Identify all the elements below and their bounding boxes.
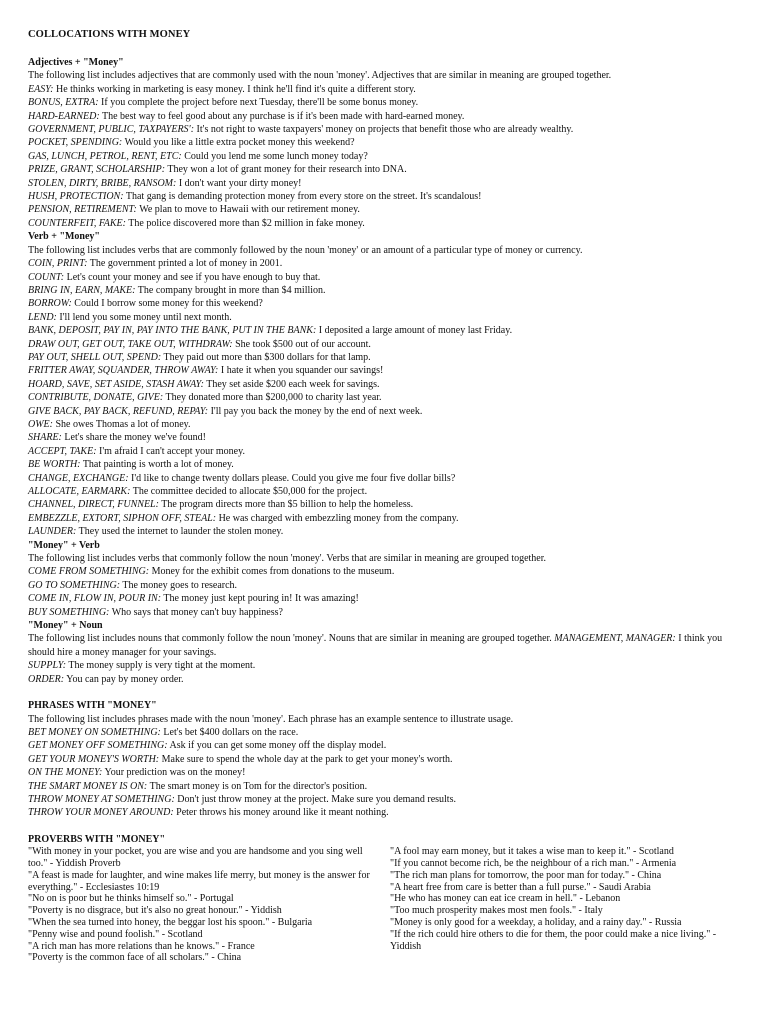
section-intro: The following list includes verbs that commonly follow the noun 'money'. Verbs that are similar in meaning are grouped together. <box>28 553 547 565</box>
entry-term: EMBEZZLE, EXTORT, SIPHON OFF, STEAL: <box>28 512 217 524</box>
entry-line <box>28 525 742 538</box>
entry-line <box>28 123 742 136</box>
entry-line <box>28 257 742 270</box>
section-intro: The following list includes adjectives that are commonly used with the noun 'money'. Adjectives that are similar in meaning are grouped together. <box>28 70 612 82</box>
entry-text: Would you like a little extra pocket money this weekend? <box>122 137 355 149</box>
entry-line <box>28 83 742 96</box>
entry-term: BRING IN, EARN, MAKE: <box>28 284 136 296</box>
entry-term: BET MONEY ON SOMETHING: <box>28 726 161 738</box>
entry-text: Let's bet $400 dollars on the race. <box>160 726 299 738</box>
proverb: "The rich man plans for tomorrow, the poor man for today." - China <box>390 869 662 881</box>
entry-text: You can pay by money order. <box>64 673 184 685</box>
proverb: "He who has money can eat ice cream in hell." - Lebanon <box>390 893 621 905</box>
entry-text: If you complete the project before next Tuesday, there'll be some bonus money. <box>98 97 419 109</box>
entry-line <box>28 96 742 109</box>
entry-text: Don't just throw money at the project. Make sure you demand results. <box>174 793 456 805</box>
entry-term: ON THE MONEY: <box>28 767 103 779</box>
entry-term: PENSION, RETIREMENT: <box>28 204 137 216</box>
entry-text: Make sure to spend the whole day at the park to get your money's worth. <box>159 753 453 765</box>
entry-line <box>28 324 742 337</box>
entry-line <box>28 271 742 284</box>
entry-text: Let's count your money and see if you have enough to buy that. <box>64 271 321 283</box>
entry-line <box>28 405 742 418</box>
entry-term: ORDER: <box>28 673 65 685</box>
section-intro: The following list includes verbs that are commonly followed by the noun 'money' or an amount of a particular type of money or currency. <box>28 244 583 256</box>
entry-text: The program directs more than $5 billion to help the homeless. <box>158 499 414 511</box>
entry-text: Your prediction was on the money! <box>102 767 246 779</box>
section-proverbs <box>28 833 742 964</box>
entry-text: They used the internet to launder the stolen money. <box>76 526 284 538</box>
proverb: "Too much prosperity makes most men fools." - Italy <box>390 905 603 917</box>
entry-line <box>28 472 742 485</box>
entry-text: I'm afraid I can't accept your money. <box>96 445 245 457</box>
entry-text: They won a lot of grant money for their research into DNA. <box>165 164 407 176</box>
entry-term: LEND: <box>28 311 57 323</box>
proverb-column-right <box>390 846 740 964</box>
document <box>28 28 742 964</box>
entry-line <box>28 418 742 431</box>
entry-term: HARD-EARNED: <box>28 110 100 122</box>
entry-term: DRAW OUT, GET OUT, TAKE OUT, WITHDRAW: <box>28 338 233 350</box>
section-verbs <box>28 230 742 538</box>
entry-line <box>28 579 742 592</box>
entry-line <box>28 753 742 766</box>
entry-text: I hate it when you squander our savings! <box>218 365 384 377</box>
proverb: "When the sea turned into honey, the beggar lost his spoon." - Bulgaria <box>28 916 313 928</box>
entry-term: GO TO SOMETHING: <box>28 579 121 591</box>
entry-term: THROW YOUR MONEY AROUND: <box>28 807 174 819</box>
entry-term: MANAGEMENT, MANAGER: <box>554 633 676 645</box>
section-heading: PHRASES WITH "MONEY" <box>28 700 157 712</box>
entry-text: They donated more than $200,000 to charity last year. <box>163 392 382 404</box>
entry-text: I think you should hire a money manager for your savings. <box>28 633 723 658</box>
entry-term: SUPPLY: <box>28 660 67 672</box>
entry-text: I'll pay you back the money by the end of next week. <box>208 405 423 417</box>
entry-text: She took $500 out of our account. <box>232 338 371 350</box>
entry-line <box>28 364 742 377</box>
entry-line <box>28 458 742 471</box>
entry-text: They paid out more than $300 dollars for that lamp. <box>161 351 371 363</box>
entry-term: ACCEPT, TAKE: <box>28 445 97 457</box>
section-money-verb <box>28 539 742 619</box>
entry-term: HUSH, PROTECTION: <box>28 191 124 203</box>
entry-text: Ask if you can get some money off the display model. <box>167 740 387 752</box>
entry-list <box>28 726 742 820</box>
section-intro <box>28 632 742 659</box>
entry-line <box>28 110 742 123</box>
proverb: "No on is poor but he thinks himself so." - Portugal <box>28 893 234 905</box>
entry-text: The committee decided to allocate $50,000 for the project. <box>130 486 368 497</box>
entry-term: BANK, DEPOSIT, PAY IN, PAY INTO THE BANK, PUT IN THE BANK: <box>28 325 317 337</box>
proverb: "Money is only good for a weekday, a holiday, and a rainy day." - Russia <box>390 916 682 928</box>
entry-text: Peter throws his money around like it meant nothing. <box>173 807 389 819</box>
entry-line <box>28 739 742 752</box>
entry-list <box>28 257 742 539</box>
section-heading: "Money" + Verb <box>28 539 100 551</box>
proverb: "Penny wise and pound foolish." - Scotland <box>28 928 203 940</box>
entry-text: We plan to move to Hawaii with our retirement money. <box>136 204 360 216</box>
entry-line <box>28 806 742 819</box>
entry-text: Could I borrow some money for this weekend? <box>71 298 263 310</box>
entry-term: COIN, PRINT: <box>28 258 88 270</box>
entry-term: CHANGE, EXCHANGE: <box>28 472 129 484</box>
entry-term: BE WORTH: <box>28 459 81 471</box>
entry-term: GET MONEY OFF SOMETHING: <box>28 740 168 752</box>
entry-text: I don't want your dirty money! <box>176 177 302 189</box>
proverb: "If you cannot become rich, be the neighbour of a rich man." - Armenia <box>390 857 677 869</box>
entry-text: I deposited a large amount of money last Friday. <box>316 325 513 337</box>
entry-term: GAS, LUNCH, PETROL, RENT, ETC: <box>28 150 182 162</box>
entry-line <box>28 311 742 324</box>
section-intro: The following list includes phrases made with the noun 'money'. Each phrase has an example sentence to illustrate usage. <box>28 713 514 725</box>
entry-term: GOVERNMENT, PUBLIC, TAXPAYERS': <box>28 124 195 136</box>
entry-term: FRITTER AWAY, SQUANDER, THROW AWAY: <box>28 365 219 377</box>
entry-line <box>28 338 742 351</box>
entry-term: PRIZE, GRANT, SCHOLARSHIP: <box>28 164 166 176</box>
entry-text: He thinks working in marketing is easy money. I think he'll find it's quite a different story. <box>53 83 416 95</box>
entry-text: It's not right to waste taxpayers' money on projects that benefit those who are already wealthy. <box>194 124 574 136</box>
entry-term: HOARD, SAVE, SET ASIDE, STASH AWAY: <box>28 378 204 390</box>
proverb: "A fool may earn money, but it takes a wise man to keep it." - Scotland <box>390 846 674 858</box>
entry-line <box>28 136 742 149</box>
entry-text: Let's share the money we've found! <box>61 432 207 444</box>
entry-term: LAUNDER: <box>28 526 77 538</box>
entry-term: THROW MONEY AT SOMETHING: <box>28 793 175 805</box>
entry-line <box>28 297 742 310</box>
entry-line <box>28 150 742 163</box>
entry-line <box>28 203 742 216</box>
entry-term: CONTRIBUTE, DONATE, GIVE: <box>28 392 164 404</box>
entry-line <box>28 284 742 297</box>
entry-line <box>28 498 742 511</box>
entry-text: That painting is worth a lot of money. <box>80 459 234 471</box>
entry-term: GET YOUR MONEY'S WORTH: <box>28 753 160 765</box>
entry-term: EASY: <box>28 83 54 95</box>
intro-text: The following list includes nouns that commonly follow the noun 'money'. Nouns that are similar in meaning are grouped together. <box>28 633 555 645</box>
entry-line <box>28 512 742 525</box>
entry-line <box>28 766 742 779</box>
entry-term: POCKET, SPENDING: <box>28 137 123 149</box>
entry-term: BONUS, EXTRA: <box>28 97 99 109</box>
entry-text: The government printed a lot of money in 2001. <box>87 258 283 270</box>
proverb: "A heart free from care is better than a full purse." - Saudi Arabia <box>390 881 651 893</box>
entry-line <box>28 163 742 176</box>
document-title: COLLOCATIONS WITH MONEY <box>28 29 191 40</box>
entry-term: COME FROM SOMETHING: <box>28 566 150 578</box>
proverb: "A rich man has more relations than he knows." - France <box>28 940 255 952</box>
entry-text: Could you lend me some lunch money today? <box>181 150 368 162</box>
section-heading: Verb + "Money" <box>28 231 100 243</box>
entry-line <box>28 378 742 391</box>
entry-line <box>28 445 742 458</box>
proverb: "With money in your pocket, you are wise and you are handsome and you sing well too." - Yiddish Proverb <box>28 846 363 869</box>
entry-text: That gang is demanding protection money from every store on the street. It's scandalous! <box>123 191 482 203</box>
entry-text: The smart money is on Tom for the director's position. <box>147 780 368 792</box>
entry-line <box>28 190 742 203</box>
section-money-noun <box>28 619 742 686</box>
entry-term: GIVE BACK, PAY BACK, REFUND, REPAY: <box>28 405 209 417</box>
proverb: "If the rich could hire others to die for them, the poor could make a nice living." - Yiddish <box>390 928 717 952</box>
entry-text: The money supply is very tight at the moment. <box>66 660 256 672</box>
proverb-column-left <box>28 846 390 964</box>
entry-line <box>28 485 742 498</box>
entry-text: The best way to feel good about any purchase is if it's been made with hard-earned money. <box>99 110 465 122</box>
entry-term: BUY SOMETHING: <box>28 606 110 618</box>
entry-term: STOLEN, DIRTY, BRIBE, RANSOM: <box>28 177 177 189</box>
entry-term: CHANNEL, DIRECT, FUNNEL: <box>28 499 159 511</box>
entry-text: The company brought in more than $4 million. <box>135 284 326 296</box>
entry-term: SHARE: <box>28 432 62 444</box>
entry-list <box>28 659 742 686</box>
entry-text: I'll lend you some money until next month. <box>56 311 232 323</box>
entry-text: I'd like to change twenty dollars please. Could you give me four five dollar bills? <box>128 472 456 484</box>
entry-line <box>28 351 742 364</box>
entry-term: COUNTERFEIT, FAKE: <box>28 217 126 229</box>
entry-term: COUNT: <box>28 271 65 283</box>
proverb: "A feast is made for laughter, and wine makes life merry, but money is the answer for everything." - Ecclesiastes 10:19 <box>28 869 370 893</box>
entry-text: Who says that money can't buy happiness? <box>109 606 283 618</box>
entry-text: He was charged with embezzling money from the company. <box>216 512 459 524</box>
entry-line <box>28 592 742 605</box>
entry-text: The money goes to research. <box>120 579 238 591</box>
entry-term: PAY OUT, SHELL OUT, SPEND: <box>28 351 162 363</box>
section-heading: Adjectives + "Money" <box>28 57 124 68</box>
entry-term: COME IN, FLOW IN, POUR IN: <box>28 593 162 605</box>
proverb: "Poverty is no disgrace, but it's also no great honour." - Yiddish <box>28 905 282 917</box>
entry-text: They set aside $200 each week for savings. <box>203 378 380 390</box>
section-heading: "Money" + Noun <box>28 620 103 632</box>
entry-term: OWE: <box>28 418 53 430</box>
entry-line <box>28 673 742 686</box>
section-adjectives <box>28 56 742 230</box>
entry-line <box>28 726 742 739</box>
entry-text: Money for the exhibit comes from donations to the museum. <box>149 566 395 578</box>
entry-term: ALLOCATE, EARMARK: <box>28 486 131 497</box>
entry-line <box>28 780 742 793</box>
entry-text: The money just kept pouring in! It was amazing! <box>161 593 359 605</box>
section-heading: PROVERBS WITH "MONEY" <box>28 833 166 845</box>
entry-line <box>28 659 742 672</box>
section-phrases <box>28 699 742 820</box>
entry-text: The police discovered more than $2 million in fake money. <box>125 217 365 229</box>
entry-list <box>28 83 742 230</box>
proverb-columns <box>28 846 742 964</box>
entry-text: She owes Thomas a lot of money. <box>53 418 191 430</box>
entry-line <box>28 217 742 230</box>
entry-term: THE SMART MONEY IS ON: <box>28 780 148 792</box>
entry-line <box>28 793 742 806</box>
entry-line <box>28 606 742 619</box>
entry-line <box>28 177 742 190</box>
entry-line <box>28 391 742 404</box>
entry-list <box>28 565 742 619</box>
proverb: "Poverty is the common face of all scholars." - China <box>28 952 242 964</box>
entry-line <box>28 431 742 444</box>
entry-term: BORROW: <box>28 298 72 310</box>
entry-line <box>28 565 742 578</box>
